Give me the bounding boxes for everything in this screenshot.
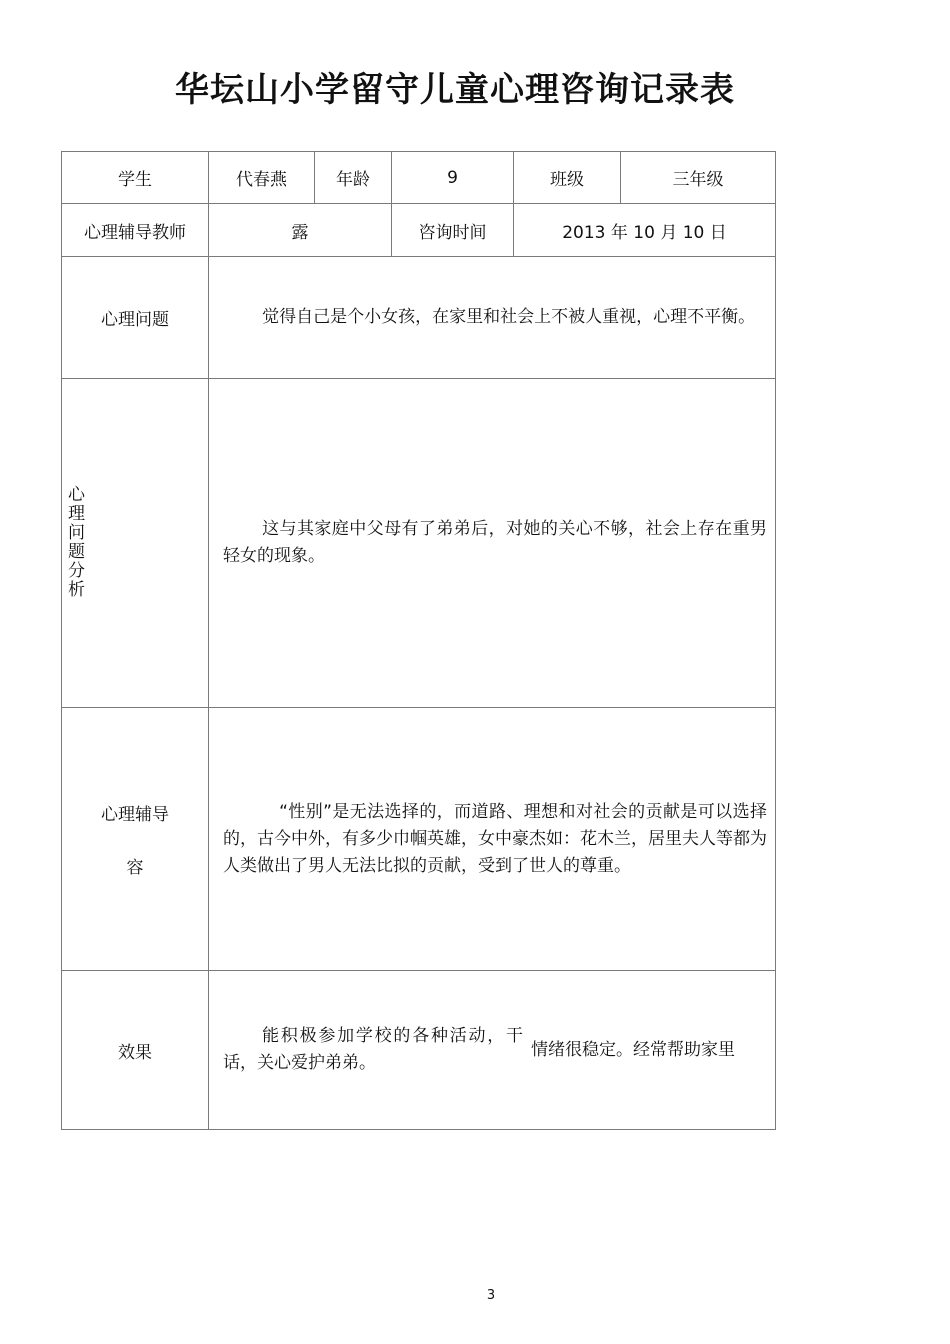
problem-label: 心理问题 [62, 257, 209, 379]
age-label: 年龄 [315, 152, 392, 204]
student-label: 学生 [62, 152, 209, 204]
teacher-info-row [62, 204, 776, 257]
analysis-cell [209, 379, 776, 708]
effect-row [62, 971, 776, 1130]
effect-text-left: 能积极参加学校的各种活动，干话，关心爱护弟弟。 [223, 1026, 523, 1073]
teacher-label: 心理辅导教师 [62, 204, 209, 257]
student-info-row [62, 152, 776, 204]
problem-row [62, 257, 776, 379]
time-value: 2013 年 10 月 10 日 [514, 204, 776, 257]
counseling-text: “性别”是无法选择的，而道路、理想和对社会的贡献是可以选择的，古今中外，有多少巾帼英雄，女中豪杰如：花木兰，居里夫人等都为人类做出了男人无法比拟的贡献，受到了世人的尊重。 [223, 801, 767, 876]
age-value: 9 [392, 152, 514, 204]
teacher-value: 露 [209, 204, 392, 257]
analysis-label-cell [62, 379, 209, 708]
effect-text-right: 情绪很稳定。经常帮助家里 [531, 1039, 735, 1060]
page-number: 3 [486, 1288, 496, 1303]
analysis-label: 心理问题分析 [68, 485, 85, 600]
counseling-label-cell [62, 708, 209, 971]
consultation-record-table [61, 151, 776, 1130]
effect-label: 效果 [62, 971, 209, 1130]
class-label: 班级 [514, 152, 621, 204]
counseling-label-line1: 心理辅导 [101, 805, 169, 825]
analysis-row [62, 379, 776, 708]
problem-text: 觉得自己是个小女孩，在家里和社会上不被人重视，心理不平衡。 [262, 307, 756, 327]
class-value: 三年级 [621, 152, 776, 204]
document-title: 华坛山小学留守儿童心理咨询记录表 [175, 70, 735, 110]
counseling-label-line2: 容 [126, 858, 144, 878]
student-name: 代春燕 [209, 152, 315, 204]
counseling-row [62, 708, 776, 971]
time-label: 咨询时间 [392, 204, 514, 257]
counseling-cell [209, 708, 776, 971]
problem-cell [209, 257, 776, 379]
effect-cell [209, 971, 776, 1130]
analysis-text: 这与其家庭中父母有了弟弟后，对她的关心不够，社会上存在重男轻女的现象。 [223, 519, 767, 566]
